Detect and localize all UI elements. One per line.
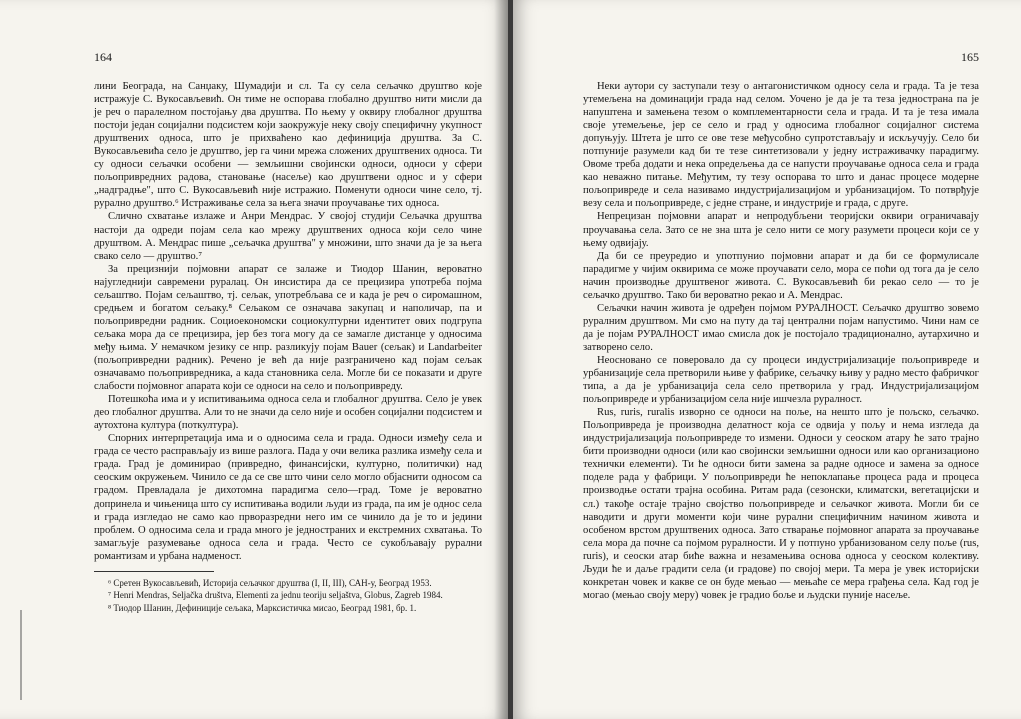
footnote: ⁷ Henri Mendras, Seljačka društva, Elementi za jednu teoriju seljaštva, Globus, Zagreb 1984. [108,590,443,601]
margin-mark [20,610,22,700]
left-page [0,0,508,719]
footnote-divider [94,571,214,572]
page-number-left: 164 [94,50,112,64]
page-number-right: 165 [961,50,979,64]
paragraph: Неки аутори су заступали тезу о антагонистичком односу села и града. Та је теза утемељена на доминацији града над селом. Уочено је да је та теза једнострана па је напуштена и замењена тезом о комплементарности села и града. И та је теза имала своје утемељење, јер се село и град у односима глобалног социјалног система допуњују. Штета је што се ове тезе међусобно супротстављају и искључују. Село би потпуније разумели кад би те тезе синтетизовали у једну истраживачку парадигму. Овоме треба додати и нека опредељења да се напусти проучавање односа села и града као неважно питање. Међутим, ту тезу оспорава то што и данас процесе модерне пољопривреде и села називамо индустријализацијом и урбанизацијом. То потврђује везу села и пољопривреде, с једне стране, и индустрије и града, с друге. [583,81,979,210]
paragraph: Да би се преуредио и употпунио појмовни апарат и да би се формулисале парадигме у чијим оквирима се може проучавати село, мора се поћи од тога да је село начин производње друштвеног живота. С. Вукосављевић би рекао село — то је сељачко друштво. Тако би вероватно рекао и А. Мендрас. [583,250,979,301]
paragraph: Неосновано се поверовало да су процеси индустријализације пољопривреде и урбанизације села претворили њиве у фабрике, сељачку њиву у радно место фабричког типа, а да је урбанизација села село претворила у град. Индустријализацијом пољопривреде и урбанизацијом села није ишчезла руралност. [583,354,979,406]
spine-shadow [494,0,508,719]
right-page-body [583,80,979,602]
paragraph: Непрецизан појмовни апарат и непродубљени теоријски оквири ограничавају проучавања села. Зато се не зна шта је село нити се могу разумети процеси који се у њему одвијају. [583,211,979,249]
paragraph: Спорних интерпретација има и о односима села и града. Односи између села и града се често расправљају из више разлога. Пада у очи велика разлика између села и града. Град је доминирао (привредно, финансијски, културно, политички) над сеоским окружењем. Чинило се да се све што чини село могло објаснити односом са градом. Превладала је дихотомна парадигма село—град. Томе је вероватно допринела и чињеница што су испитивања водили људи из града, па им је однос села и града изгледао не само као прворазредни него им се чинило да је то и једини проблем. О односима села и града много је једностраних и екстремних схватања. То замагљује разумевање односа села и града. Често се сукобљавају рурални романтизам и урбана надменост. [94,433,482,562]
paragraph: Слично схватање излаже и Анри Мендрас. У својој студији Сељачка друштва настоји да одреди појам села као мрежу друштвених односа који село чине друштвом. А. Мендрас пише „сељачка друштва" у множини, што значи да је за њега свако село — друштво.⁷ [94,211,482,262]
footnote: ⁸ Тиодор Шанин, Дефиниције сељака, Марксистичка мисао, Београд 1981, бр. 1. [108,602,417,613]
paragraph: Потешкоћа има и у испитивањима односа села и глобалног друштва. Село је увек део глобалног друштва. Али то не значи да село није и особен социјални подсистем и аутохтона култура (поткултура). [94,394,482,432]
paragraph: Сељачки начин живота је одређен појмом РУРАЛНОСТ. Сељачко друштво зовемо руралним друштвом. Ми смо на путу да тај централни појам напустимо. Чини нам се да је појам РУРАЛНОСТ имао смисла док је постојало традиционално, аутархично и затворено село. [583,302,979,353]
paragraph: Rus, ruris, ruralis изворно се односи на поље, на нешто што је пољско, сељачко. Пољопривреда је производна делатност која се одвија у пољу и нема изгледа да индустријализација пољопривреде то измени. Односи у сеоском атару ће зато трајно бити производни односи (или као својински земљишни односи или као организационо технички елементи). Ти ће односи бити замена за радне односе и замена за односе поделе рада у фабрици. У пољопривреди ће непоклапање процеса рада и процеса производње остати трајна особина. Ритам рада (сезонски, климатски, вегетацијски и сл.) такође остаје трајно својство пољопривреде и сељачког живота. Могли би се наводити и други моменти који чине рурални специфичним начином живота и особеном врстом друштвених односа. Зато стварање појмовног апарата за проучавање села мора да почне са појмом руралности. И у потпуно урбанизованом селу поље (rus, ruris), и сеоски атар биће важна и незамењива основа односа у сеоском колективу. Људи ће и даље градити села (и градове) по својој мери. Та мера је увек историјски конкретан човек и какве се он буде мењао — мењаће се мера грађења села. Кад год је могао (мењао своју меру) човек је градио боље и људски пуније насеље. [583,407,979,601]
left-page-body [94,80,482,563]
footnotes [94,578,482,614]
right-page [513,0,1021,719]
footnote: ⁶ Сретен Вукосављевић, Историја сељачког друштва (I, II, III), САН-у, Београд 1953. [108,577,432,588]
paragraph: За прецизнији појмовни апарат се залаже и Тиодор Шанин, вероватно најугледнији савремени руралац. Он инсистира да се прецизира употреба појма сељаштво. Појам сељаштво, тј. сељак, употребљава се и када је реч о сиромашном, средњем и богатом сељаку.⁸ Сељаком се означава закупац и наполичар, па и пољопривредни радник. Социоекономски социокултурни идентитет ових подгрупа сељака мора да се прецизира, јер без тога могу да се замагле дистанце у односима међу њима. У немачком језику се нпр. разликују појам Bauer (сељак) и Landarbeiter (пољопривредни радник). Речено је већ да није разграничено кад појам сељак означавамо пољопривредника, а када становника села. Могле би се показати и друге слабости појмовног апарата који се односи на село и пољопривреду. [94,263,482,393]
paragraph: лини Београда, на Санџаку, Шумадији и сл. Та су села сељачко друштво које истражује С. Вукосављевић. Он тиме не оспорава глобално друштво нити мисли да је реч о паралелном постојању два друштва. По њему у оквиру глобалног друштва постоји један социјални подсистем који заокружује неку своју специфичну укупност друштвених односа, што је прихваћено као дефиниција друштва. За С. Вукосављевића село је друштво, јер га чини мрежа сложених друштвених односа. Ти су односи сељачки особени — земљишни својински односи, односи у сфери пољопривредних радова, становање (насеље) као друштвени однос и у сфери „надградње", што С. Вукосављевић није истражио. Поменути односи чине село, тј. рурално друштво.⁶ Истраживање села за њега значи проучавање тих односа. [94,81,482,210]
